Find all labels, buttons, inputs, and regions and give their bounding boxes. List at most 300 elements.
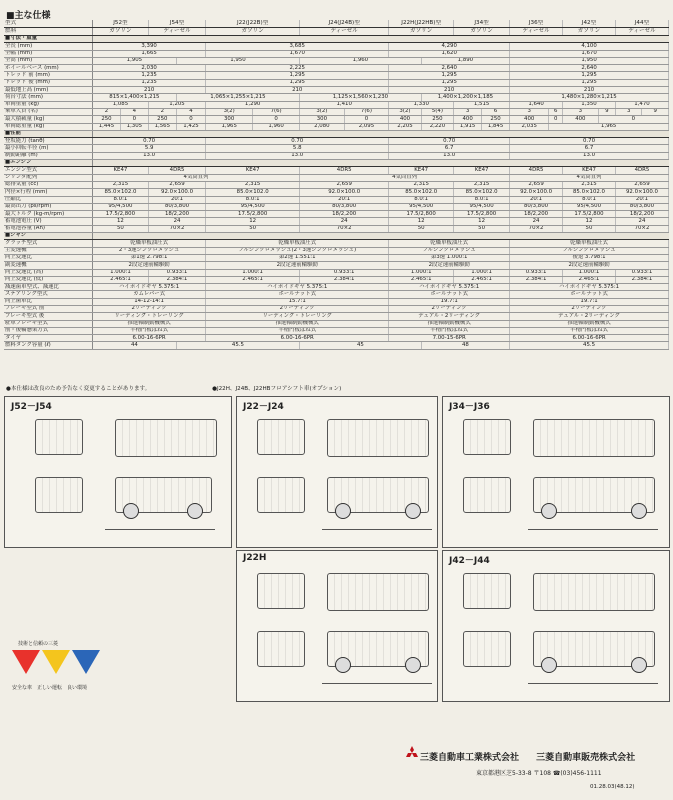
spec-cell: 乾燥単板油圧式: [389, 240, 510, 247]
spec-cell: 6.00-16-6PR: [93, 335, 206, 342]
spec-cell: 210: [510, 87, 669, 94]
row-label: クラッチ型式: [4, 240, 93, 247]
row-label: ■寸法・重量: [4, 36, 93, 43]
spec-cell: 1,965: [549, 123, 669, 130]
spec-cell: 95/4,500: [93, 203, 149, 210]
spec-cell: 1.000:1: [563, 269, 616, 276]
spec-cell: 1,965: [206, 123, 253, 130]
spec-cell: 半楕円板ばね式: [389, 327, 510, 334]
spec-row: [4, 269, 669, 276]
spec-cell: 0.70: [93, 138, 206, 145]
spec-cell: 4DR5: [615, 167, 668, 174]
spec-cell: 250: [148, 116, 176, 123]
row-label: 同上歯車比: [4, 298, 93, 305]
spec-row: [4, 218, 669, 225]
spec-cell: 4気筒直列: [300, 174, 510, 181]
row-label: シリンダ配列: [4, 174, 93, 181]
spec-cell: 推進軸制動機械式: [510, 320, 669, 327]
row-label: ホイールベース (mm): [4, 65, 93, 72]
spec-cell: 210: [389, 87, 510, 94]
spec-cell: KE47: [206, 167, 300, 174]
spec-cell: 24: [615, 218, 668, 225]
spec-cell: 1,950: [510, 57, 669, 64]
spec-cell: 6.00-16-6PR: [206, 335, 389, 342]
spec-cell: ハイポイドギヤ 5.375:1: [510, 284, 669, 291]
spec-cell: J24(J24B)型: [300, 20, 389, 28]
spec-row: [4, 79, 669, 86]
spec-row: [4, 327, 669, 334]
spec-cell: 400: [510, 116, 549, 123]
spec-cell: 第2速 1.551:1: [206, 254, 389, 261]
spec-row: [4, 284, 669, 291]
spec-row: [4, 145, 669, 152]
row-label: 同上変速比 (高): [4, 269, 93, 276]
spec-cell: 3,390: [93, 43, 206, 50]
spec-cell: 推進軸制動機械式: [206, 320, 389, 327]
spec-cell: 815×1,400×1,215: [93, 94, 177, 101]
spec-cell: 45.5: [176, 342, 299, 349]
spec-row: [4, 225, 669, 232]
row-label: 同上変速比 (低): [4, 276, 93, 283]
diagram-panel-j22h: [236, 550, 438, 702]
spec-cell: 24: [510, 218, 563, 225]
row-label: 蓄電池容量 (Ah): [4, 225, 93, 232]
spec-cell: 3,685: [206, 43, 389, 50]
spec-cell: フルシンクロメッシュ: [389, 247, 510, 254]
spec-cell: 250: [93, 116, 121, 123]
spec-cell: 3(2): [300, 108, 345, 115]
spec-cell: 20:1: [300, 196, 389, 203]
spec-cell: 80/3,800: [148, 203, 205, 210]
logo-subtext: 安全な車 正しい運転 良い環境: [12, 685, 88, 691]
company-names: [420, 750, 635, 763]
section-row: [4, 160, 669, 167]
spec-cell: 45.5: [510, 342, 669, 349]
spec-cell: 19.7:1: [510, 298, 669, 305]
spec-cell: 18/2,200: [148, 211, 205, 218]
spec-row: [4, 181, 669, 188]
spec-cell: 18/2,200: [300, 211, 389, 218]
row-label: 全幅 (mm): [4, 50, 93, 57]
spec-cell: 2: [148, 108, 176, 115]
spec-cell: J36型: [510, 20, 563, 28]
spec-title: ■主な仕様: [6, 11, 51, 21]
panel-title: J34－J36: [449, 402, 490, 412]
spec-cell: 4: [120, 108, 148, 115]
spec-cell: J22H(J22HB)型: [389, 20, 454, 28]
spec-cell: 2,205: [389, 123, 421, 130]
spec-cell: 1,295: [510, 72, 669, 79]
spec-cell: 2リーディング: [206, 305, 389, 312]
spec-cell: 乾燥単板油圧式: [510, 240, 669, 247]
spec-cell: 2,095: [344, 123, 389, 130]
spec-cell: 300: [206, 116, 253, 123]
spec-cell: 0.933:1: [300, 269, 389, 276]
spec-cell: 24: [300, 218, 389, 225]
spec-cell: 3(2): [206, 108, 253, 115]
spec-cell: 3(2): [389, 108, 421, 115]
spec-row: [4, 262, 669, 269]
spec-cell: 19.7:1: [389, 298, 510, 305]
spec-row: [4, 240, 669, 247]
spec-cell: 5(4): [421, 108, 453, 115]
spec-cell: 2段定速前輪駆動: [206, 262, 389, 269]
spec-cell: J54型: [148, 20, 205, 28]
row-label: 全長 (mm): [4, 43, 93, 50]
spec-cell: 6.7: [389, 145, 510, 152]
spec-row: [4, 203, 669, 210]
row-label: 最高出力 (ps/rpm): [4, 203, 93, 210]
spec-cell: 9: [642, 108, 669, 115]
spec-cell: KE47: [389, 167, 454, 174]
spec-cell: 2段定速前輪駆動: [389, 262, 510, 269]
spec-row: [4, 305, 669, 312]
spec-cell: 70×2: [148, 225, 205, 232]
row-label: 前・後輪懸架方式: [4, 327, 93, 334]
row-label: 全高 (mm): [4, 57, 93, 64]
note-1: ●本仕様は改良のため予告なく変更することがあります。: [6, 386, 151, 392]
spec-cell: 17.5/2,800: [93, 211, 149, 218]
spec-cell: 1,620: [389, 50, 510, 57]
spec-cell: ガソリン: [563, 28, 616, 36]
spec-cell: デュアル・2リーディング: [389, 313, 510, 320]
spec-cell: 8.0:1: [93, 196, 149, 203]
spec-cell: 4DR5: [510, 167, 563, 174]
spec-cell: 92.0×100.0: [615, 189, 668, 196]
spec-cell: 2.465:1: [454, 276, 510, 283]
spec-cell: リーディング・トレーリング: [206, 313, 389, 320]
spec-cell: 1,845: [482, 123, 510, 130]
spec-cell: 12: [93, 218, 149, 225]
spec-cell: 18/2,200: [615, 211, 668, 218]
spec-cell: 12: [206, 218, 300, 225]
spec-row: [4, 313, 669, 320]
spec-cell: 400: [454, 116, 482, 123]
spec-cell: 210: [93, 87, 206, 94]
mitsubishi-three-diamonds-icon: [405, 746, 419, 760]
spec-row: [4, 57, 669, 64]
print-code: 01.28.03(48.12): [590, 784, 635, 790]
spec-cell: 1,350: [563, 101, 616, 108]
spec-cell: 17.5/2,800: [454, 211, 510, 218]
spec-cell: 50: [93, 225, 149, 232]
spec-row: [4, 50, 669, 57]
spec-cell: ディーゼル: [300, 28, 389, 36]
spec-cell: 1,295: [206, 72, 389, 79]
spec-cell: 0.933:1: [615, 269, 668, 276]
spec-cell: 4気筒直列: [93, 174, 300, 181]
row-label: 最低地上高 (mm): [4, 87, 93, 94]
spec-cell: 1,960: [300, 57, 422, 64]
row-label: 型式: [4, 20, 93, 28]
spec-cell: 250: [421, 116, 453, 123]
row-label: 同上変速比: [4, 254, 93, 261]
spec-row: [4, 342, 669, 349]
spec-cell: 3: [615, 108, 641, 115]
spec-cell: 後退 3.798:1: [510, 254, 669, 261]
spec-cell: 85.0×102.0: [389, 189, 454, 196]
spec-row: [4, 211, 669, 218]
row-label: トレッド 前 (mm): [4, 72, 93, 79]
section-row: [4, 233, 669, 240]
spec-cell: 20:1: [148, 196, 205, 203]
spec-row: [4, 94, 669, 101]
spec-cell: 92.0×100.0: [510, 189, 563, 196]
spec-cell: J22(J22B)型: [206, 20, 300, 28]
spec-cell: 4: [176, 108, 205, 115]
spec-cell: 2.384:1: [510, 276, 563, 283]
spec-cell: 4,290: [389, 43, 510, 50]
notes: [6, 384, 401, 392]
spec-row: [4, 174, 669, 181]
row-label: ■性能: [4, 130, 93, 137]
spec-cell: 85.0×102.0: [93, 189, 149, 196]
spec-cell: 半楕円板ばね式: [93, 327, 206, 334]
spec-cell: 210: [206, 87, 389, 94]
logo-text: 技術と信頼の三菱: [18, 641, 59, 647]
spec-cell: 1,295: [510, 79, 669, 86]
spec-cell: 8.0:1: [563, 196, 616, 203]
note-2: ●J22H、J24B、J22HBフロアシフト車(オプション): [212, 386, 342, 392]
spec-row: [4, 116, 669, 123]
spec-cell: リーディング・トレーリング: [93, 313, 206, 320]
row-label: ステアリング型式: [4, 291, 93, 298]
spec-cell: 1,950: [176, 57, 299, 64]
company-1: 三菱自動車工業株式会社: [420, 753, 520, 763]
spec-cell: 5.9: [93, 145, 206, 152]
spec-cell: 2: [93, 108, 121, 115]
spec-cell: 17.5/2,800: [389, 211, 454, 218]
spec-cell: 乾燥単板油圧式: [206, 240, 389, 247]
spec-cell: J42型: [563, 20, 616, 28]
row-label: 乗車人員 (名): [4, 108, 93, 115]
spec-cell: 1,665: [93, 50, 206, 57]
spec-row: [4, 72, 669, 79]
spec-cell: 2段定速前輪駆動: [93, 262, 206, 269]
spec-cell: ディーゼル: [510, 28, 563, 36]
spec-cell: KE47: [454, 167, 510, 174]
row-label: 車両総重量 (kg): [4, 123, 93, 130]
spec-cell: 半楕円板ばね式: [510, 327, 669, 334]
spec-cell: 92.0×100.0: [148, 189, 205, 196]
spec-cell: 2.465:1: [93, 276, 149, 283]
spec-cell: 1.000:1: [93, 269, 149, 276]
header-row-fuel: [4, 28, 669, 36]
spec-cell: 3: [510, 108, 549, 115]
spec-cell: 9: [598, 108, 615, 115]
spec-cell: 0: [549, 116, 563, 123]
spec-cell: 20:1: [615, 196, 668, 203]
spec-row: [4, 43, 669, 50]
row-label: 最小回転半径 (m): [4, 145, 93, 152]
spec-cell: 2,225: [206, 65, 389, 72]
spec-cell: 1,640: [510, 101, 563, 108]
spec-cell: 6: [482, 108, 510, 115]
spec-cell: 95/4,500: [563, 203, 616, 210]
row-label: 燃料: [4, 28, 93, 36]
spec-cell: 第3速 1.000:1: [389, 254, 510, 261]
spec-cell: デュアル・2リーディング: [510, 313, 669, 320]
spec-cell: 17.5/2,800: [563, 211, 616, 218]
spec-row: [4, 254, 669, 261]
panel-title: J22H: [243, 553, 267, 563]
spec-cell: 85.0×102.0: [454, 189, 510, 196]
row-label: 車両重量 (kg): [4, 101, 93, 108]
spec-cell: 1,480×1,280×1,215: [510, 94, 669, 101]
spec-cell: 85.0×102.0: [206, 189, 300, 196]
spec-cell: 80/3,800: [300, 203, 389, 210]
company-2: 三菱自動車販売株式会社: [536, 753, 636, 763]
spec-cell: 1,065×1,255×1,215: [176, 94, 299, 101]
spec-cell: 0: [598, 116, 668, 123]
spec-cell: 2リーディング: [389, 305, 510, 312]
spec-cell: ガソリン: [93, 28, 149, 36]
spec-cell: 1,295: [206, 79, 389, 86]
spec-table: [4, 20, 669, 350]
spec-cell: 2.465:1: [563, 276, 616, 283]
spec-cell: 1,085: [93, 101, 149, 108]
spec-cell: 半楕円板ばね式: [206, 327, 389, 334]
spec-cell: 2,315: [389, 181, 454, 188]
spec-cell: 4DR5: [148, 167, 205, 174]
spec-cell: ディーゼル: [615, 28, 668, 36]
row-label: 副変速機: [4, 262, 93, 269]
spec-cell: 17.5/2,800: [206, 211, 300, 218]
spec-cell: 1,670: [510, 50, 669, 57]
spec-cell: 2,659: [615, 181, 668, 188]
spec-cell: 70×2: [510, 225, 563, 232]
spec-cell: 50: [563, 225, 616, 232]
spec-row: [4, 152, 669, 159]
row-label: 最大トルク (kg-m/rpm): [4, 211, 93, 218]
section-row: [4, 36, 669, 43]
spec-row: [4, 101, 669, 108]
spec-cell: 2・3速シンクロメッシュ: [93, 247, 206, 254]
spec-cell: 2,315: [93, 181, 149, 188]
spec-cell: 2段定速前輪駆動: [510, 262, 669, 269]
row-label: 燃料タンク容量 (ℓ): [4, 342, 93, 349]
row-label: 最大積載量 (kg): [4, 116, 93, 123]
spec-cell: 2,080: [300, 123, 345, 130]
spec-cell: 48: [421, 342, 509, 349]
spec-cell: 1.000:1: [389, 269, 454, 276]
spec-cell: ボールナット式: [206, 291, 389, 298]
spec-cell: 250: [482, 116, 510, 123]
spec-cell: 2.465:1: [389, 276, 454, 283]
spec-cell: 2.384:1: [148, 276, 205, 283]
spec-cell: 300: [300, 116, 345, 123]
spec-cell: 95/4,500: [206, 203, 300, 210]
spec-cell: 2リーディング: [510, 305, 669, 312]
spec-row: [4, 291, 669, 298]
spec-cell: 2,640: [510, 65, 669, 72]
spec-cell: KE47: [563, 167, 616, 174]
spec-cell: J34型: [454, 20, 510, 28]
spec-cell: J44型: [615, 20, 668, 28]
panel-title: J22－J24: [243, 402, 284, 412]
row-label: ブレーキ型式 前: [4, 305, 93, 312]
spec-cell: 7(6): [253, 108, 300, 115]
spec-cell: 1,515: [454, 101, 510, 108]
spec-cell: 1,565: [148, 123, 176, 130]
diagram-panel-j22: [236, 396, 438, 548]
row-label: 荷台寸法 (mm): [4, 94, 93, 101]
spec-cell: 1,235: [93, 79, 206, 86]
spec-cell: 8.0:1: [454, 196, 510, 203]
spec-cell: 50: [206, 225, 300, 232]
row-label: 主変速機: [4, 247, 93, 254]
spec-row: [4, 189, 669, 196]
diagram-panel-j52: [4, 396, 232, 548]
color-triangles-icon: [12, 650, 102, 680]
spec-cell: 20:1: [510, 196, 563, 203]
spec-cell: ディーゼル: [148, 28, 205, 36]
company-address: 東京都港区芝5-33-8 〒108 ☎(03)456-1111: [476, 770, 602, 777]
row-label: 総排気量 (cc): [4, 181, 93, 188]
spec-cell: 1,235: [93, 72, 206, 79]
spec-row: [4, 87, 669, 94]
spec-cell: 2,659: [300, 181, 389, 188]
row-label: ブレーキ型式 後: [4, 313, 93, 320]
spec-cell: 0.70: [389, 138, 510, 145]
spec-cell: 3: [454, 108, 482, 115]
spec-cell: 1,445: [93, 123, 121, 130]
spec-cell: 4,100: [510, 43, 669, 50]
spec-row: [4, 138, 669, 145]
row-label: 登坂能力 (tanθ): [4, 138, 93, 145]
row-label: 蓄電池電圧 (V): [4, 218, 93, 225]
row-label: 制動距離 (m): [4, 152, 93, 159]
section-row: [4, 130, 669, 137]
spec-row: [4, 247, 669, 254]
row-label: 圧縮比: [4, 196, 93, 203]
spec-cell: 0.933:1: [510, 269, 563, 276]
spec-cell: 4気筒直列: [510, 174, 669, 181]
spec-cell: 2,659: [148, 181, 205, 188]
spec-cell: 95/4,500: [389, 203, 454, 210]
spec-row: [4, 276, 669, 283]
spec-cell: 6.7: [510, 145, 669, 152]
spec-cell: ガソリン: [454, 28, 510, 36]
spec-cell: 45: [300, 342, 422, 349]
spec-cell: 0: [120, 116, 148, 123]
spec-cell: 0: [253, 116, 300, 123]
spec-cell: 1,890: [421, 57, 509, 64]
diagram-panel-j34: [442, 396, 670, 548]
row-label: ■シャシ: [4, 233, 93, 240]
spec-cell: 1,295: [389, 79, 510, 86]
spec-cell: 8.0:1: [389, 196, 454, 203]
spec-cell: J52型: [93, 20, 149, 28]
spec-cell: 0: [344, 116, 389, 123]
spec-cell: 2,220: [421, 123, 453, 130]
spec-cell: 1,410: [300, 101, 389, 108]
spec-cell: 12: [389, 218, 454, 225]
spec-cell: 7(6): [344, 108, 389, 115]
spec-cell: 400: [563, 116, 599, 123]
spec-cell: ボールナット式: [510, 291, 669, 298]
row-label: 内径×行程 (mm): [4, 189, 93, 196]
spec-cell: 8.0:1: [206, 196, 300, 203]
spec-cell: 24: [148, 218, 205, 225]
spec-row: [4, 167, 669, 174]
header-row-models: [4, 20, 669, 28]
spec-cell: 13.0: [510, 152, 669, 159]
spec-cell: 1,330: [389, 101, 454, 108]
spec-cell: 70×2: [300, 225, 389, 232]
spec-cell: ハイポイドギヤ 5.375:1: [93, 284, 206, 291]
spec-cell: 92.0×100.0: [300, 189, 389, 196]
